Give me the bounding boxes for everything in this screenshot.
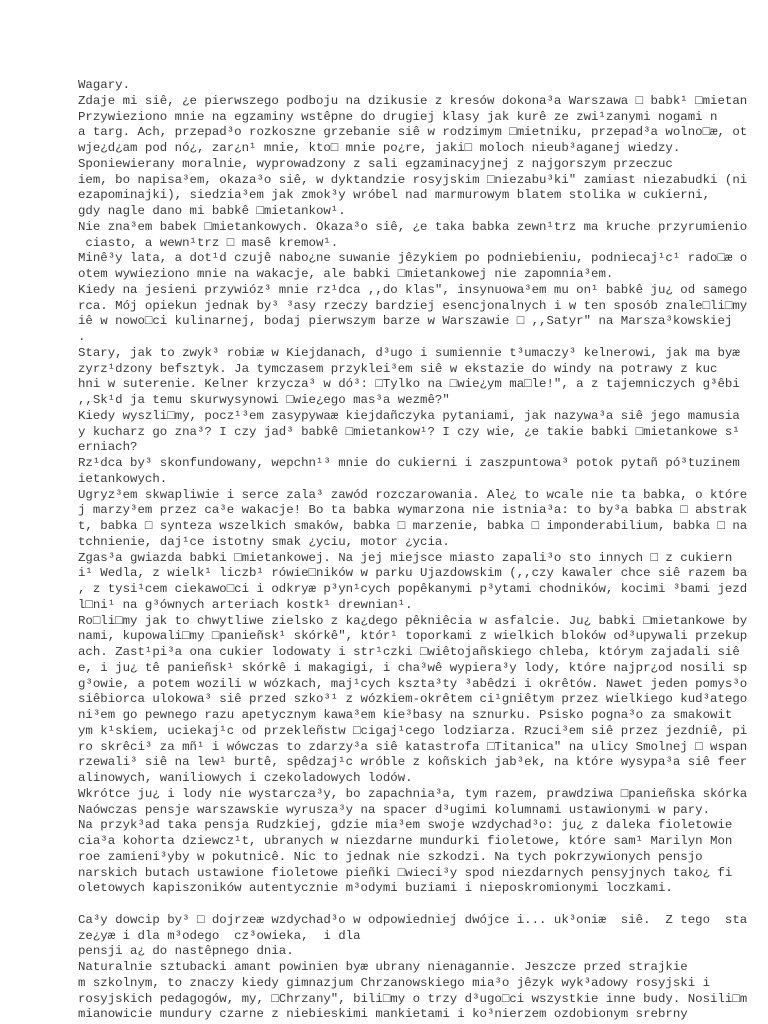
- text-line: rca. Mój opiekun jednak by³ ³asy rzeczy bardziej esencjonalnych i w ten sposób znale□li□my: [78, 298, 748, 313]
- text-line: wje¿d¿am pod nó¿, zar¿n¹ mnie, kto□ mnie po¿re, jaki□ moloch nieub³aganej wiedzy.: [78, 141, 681, 155]
- text-line: oletowych kapiszoników autentycznie m³odymi buziami i nieposkromionymi loczkami.: [78, 881, 673, 896]
- text-line: Naówczas pensje warszawskie wyrusza³y na spacer d³ugimi kolumnami ustawionymi w pary.: [78, 802, 711, 817]
- text-line: gdy nagle dano mi babkê □mietankow¹.: [78, 204, 346, 218]
- text-line: zyrz¹dzony befsztyk. Ja tymczasem przyklei³em siê w ekstazie do windy na potrawy z kuc: [78, 361, 718, 376]
- text-line: hni w suterenie. Kelner krzycza³ w dó³: □Tylko na □wie¿ym ma□le!", a z tajemniczych g³êbi: [78, 377, 740, 392]
- text-line: narskich butach ustawione fioletowe pieñki □wieci³y spod niezdarnych pensyjnych tako¿ fi: [78, 865, 733, 880]
- text-line: rzewali³ siê na lew¹ burtê, spêdzaj¹c wróble z koñskich jab³ek, na które wysypa³a siê feer: [78, 755, 748, 770]
- text-line: erniach?: [78, 440, 138, 455]
- text-line: Minê³y lata, a dot¹d czujê nabo¿ne suwanie jêzykiem po podniebieniu, podniecaj¹c¹ rado□æ o: [78, 251, 748, 266]
- text-line: ,,Sk¹d ja temu skurwysynowi □wie¿ego mas³a wezmê?": [78, 393, 450, 407]
- text-line: mianowicie mundury czarne z niebieskimi mankietami i ko³nierzem ozdobionym srebrny: [78, 1007, 688, 1022]
- text-line: ym k¹skiem, uciekaj¹c od przekleñstw □cigaj¹cego lodziarza. Rzuci³em siê przez jezdniê, pi: [78, 723, 748, 738]
- text-line: nami, kupowali□my □panieñsk¹ skórkê", któr¹ toporkami z wielkich bloków od³upywali przekup: [78, 629, 748, 644]
- text-line: Zdaje mi siê, ¿e pierwszego podboju na dzikusie z kresów dokona³a Warszawa □ babk¹ □mietan: [78, 93, 748, 108]
- text-line: Sponiewierany moralnie, wyprowadzony z sali egzaminacyjnej z najgorszym przeczuc: [78, 156, 673, 171]
- text-line: Przywieziono mnie na egzaminy wstêpne do drugiej klasy jak kurê ze zwi¹zanymi nogami n: [78, 109, 718, 124]
- text-line: t, babka □ synteza wszelkich smaków, babka □ marzenie, babka □ imponderabilium, babka □ na: [78, 519, 748, 533]
- text-line: Nie zna³em babek □mietankowych. Okaza³o siê, ¿e taka babka zewn¹trz ma kruche przyrumienio: [78, 219, 748, 234]
- text-line: roe zamieni³yby w pokutnicê. Nic to jednak nie szkodzi. Na tych pokrzywionych pensjo: [78, 849, 703, 864]
- text-line: siêbiorca ulokowa³ siê przed szko³¹ z wózkiem-okrêtem ci¹gniêtym przez wielkiego kud³atego: [78, 692, 748, 707]
- text-line: alinowych, waniliowych i czekoladowych lodów.: [78, 771, 413, 785]
- text-line: Rz¹dca by³ skonfundowany, wepchn¹³ mnie do cukierni i zaszpuntowa³ potok pytañ pó³tuzinem: [78, 456, 740, 470]
- document-text: [78, 78, 768, 1023]
- text-line: Na przyk³ad taka pensja Rudzkiej, gdzie mia³em swoje wzdychad³o: ju¿ z daleka fioletowie: [78, 818, 733, 833]
- text-line: g³owie, a potem wozili w wózkach, maj¹cych kszta³ty ³abêdzi i okrêtów. Nawet jeden pomys³o: [78, 676, 748, 691]
- text-line: .: [78, 330, 86, 344]
- text-line: rosyjskich pedagogów, my, □Chrzany", bili□my o trzy d³ugo□ci wszystkie inne budy. Nosili□m: [78, 991, 748, 1006]
- text-line: cia³a kohorta dziewcz¹t, ubranych w niezdarne mundurki fioletowe, które sam¹ Marilyn Mon: [78, 834, 733, 848]
- text-line: Ugryz³em skwapliwie i serce zala³ zawód rozczarowania. Ale¿ to wcale nie ta babka, o które: [78, 487, 748, 502]
- text-line: j marzy³em przez ca³e wakacje! Bo ta babka wymarzona nie istnia³a: to by³a babka □ abstrak: [78, 503, 748, 518]
- text-line: Zgas³a gwiazda babki □mietankowej. Na jej miejsce miasto zapali³o sto innych □ z cukiern: [78, 550, 733, 565]
- text-line: Stary, jak to zwyk³ robiæ w Kiejdanach, d³ugo i sumiennie t³umaczy³ kelnerowi, jak ma byæ: [78, 345, 740, 360]
- text-line: i¹ Wedla, z wielk¹ liczb¹ rówie□ników w parku Ujazdowskim (,,czy kawaler chce siê razem ba: [78, 566, 748, 581]
- text-line: otem wywieziono mnie na wakacje, ale babki □mietankowej nie zapomnia³em.: [78, 267, 614, 281]
- text-line: tchnienie, daj¹ce istotny smak ¿yciu, motor ¿ycia.: [78, 534, 450, 549]
- text-line: Ro□li□my jak to chwytliwe zielsko z ka¿dego pêkniêcia w asfalcie. Ju¿ babki □mietankowe by: [78, 613, 748, 628]
- text-line: y kucharz go zna³? I czy jad³ babkê □mietankow¹? I czy wie, ¿e takie babki □mietankowe s¹: [78, 424, 740, 439]
- text-line: ach. Zast¹pi³a ona cukier lodowaty i str¹czki □wiêtojañskiego chleba, którym zajadali siê: [78, 645, 740, 659]
- text-line: pensji a¿ do nastêpnego dnia.: [78, 944, 294, 959]
- text-line: , z tysi¹cem ciekawo□ci i odkryæ p³yn¹cych popêkanymi p³ytami chodników, kocimi ³bami jezd: [78, 582, 748, 596]
- text-line: a targ. Ach, przepad³o rozkoszne grzebanie siê w rodzimym □mietniku, przepad³a wolno□æ, ot: [78, 125, 748, 140]
- text-line: Ca³y dowcip by³ □ dojrzeæ wzdychad³o w odpowiedniej dwójce i... uk³oniæ siê. Z tego sta: [78, 912, 748, 927]
- text-line: e, i ju¿ tê panieñsk¹ skórkê i makagigi, i cha³wê wypiera³y lody, które najpr¿od nosili sp: [78, 660, 748, 675]
- document-title: Wagary.: [78, 78, 131, 92]
- text-line: ro skrêci³ za mñ¹ i wówczas to zdarzy³a siê katastrofa □Titanica" na ulicy Smolnej □ wspan: [78, 739, 748, 754]
- text-line: m szkolnym, to znaczy kiedy gimnazjum Chrzanowskiego mia³o jêzyk wyk³adowy rosyjski i: [78, 975, 711, 990]
- text-line: [78, 897, 768, 913]
- text-line: ezapominajki), siedzia³em jak zmok³y wróbel nad marmurowym blatem stolika w cukierni,: [78, 188, 711, 203]
- text-line: Kiedy wyszli□my, pocz¹³em zasypywaæ kiejdañczyka pytaniami, jak nazywa³a siê jego mamusia: [78, 408, 740, 423]
- text-line: Naturalnie sztubacki amant powinien byæ ubrany nienagannie. Jeszcze przed strajkie: [78, 960, 688, 974]
- text-line: ni³em go pewnego razu apetycznym kawa³em kie³basy na sznurku. Psisko pogna³o za smakowit: [78, 708, 733, 722]
- text-line: iê w nowo□ci kulinarnej, bodaj pierwszym barze w Warszawie □ ,,Satyr" na Marsza³kowskiej: [78, 314, 733, 329]
- text-line: iem, bo napisa³em, okaza³o siê, w dyktandzie rosyjskim □niezabu³ki" zamiast niezabudki (ni: [78, 172, 748, 187]
- text-line: ietankowych.: [78, 471, 168, 486]
- text-line: ze¿yæ i dla m³odego cz³owieka, i dla: [78, 928, 361, 943]
- text-line: Wkrótce ju¿ i lody nie wystarcza³y, bo zapachnia³a, tym razem, prawdziwa □panieñska skórka: [78, 786, 748, 801]
- text-line: ciasto, a wewn¹trz □ masê kremow¹.: [78, 235, 339, 250]
- text-line: l□ni¹ na g³ównych arteriach kostk¹ drewnian¹.: [78, 597, 413, 612]
- text-line: Kiedy na jesieni przywióz³ mnie rz¹dca ,,do klas", insynuowa³em mu on¹ babkê ju¿ od samego: [78, 282, 748, 297]
